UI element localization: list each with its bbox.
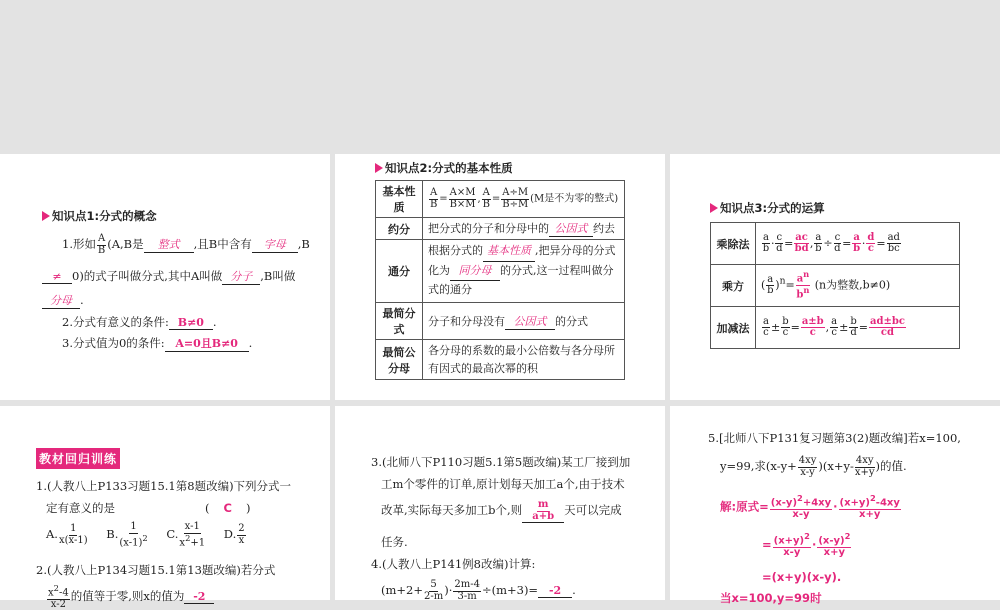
q1-line1: 1.(人教八上P133习题15.1第8题改编)下列分式一 <box>36 479 292 493</box>
q3-line2: 工m个零件的订单,原计划每天加工a个,由于技术 <box>381 477 625 491</box>
q2-line1: 2.(人教八上P134习题15.1第13题改编)若分式 <box>36 563 276 577</box>
kp1-line5: 3.分式值为0的条件: A=0且B≠0 . <box>62 336 253 350</box>
q1-answer: C <box>223 501 232 515</box>
q5-solution-1: 解:原式= $\frac{(x-y)^2+4xy}{x-y}$ · $\frac{(x+y)^2-4xy}{x+y}$ <box>720 493 900 520</box>
q1-line2: 定有意义的是 ( C ) <box>46 501 251 515</box>
kp1-heading: 知识点1:分式的概念 <box>42 208 157 224</box>
panel-ex-middle <box>335 406 665 600</box>
panel-kp3 <box>670 154 1000 400</box>
section-badge: 教材回归训练 <box>36 448 120 469</box>
table-row: 最简分式 分子和分母没有 公因式 的分式 <box>376 303 625 340</box>
answer-blank: 分母 <box>42 292 80 309</box>
panel-kp1 <box>0 154 330 400</box>
q5-line2: y=99,求(x-y+ $\frac{4xy}{x-y}$ )(x+y- $\frac{4xy}{x+y}$ )的值. <box>720 455 907 478</box>
q2-line2: $\frac{x^2-4}{x-2}$ 的值等于零,则x的值为 -2 <box>46 584 214 610</box>
kp1-line2: ≠ 0)的式子叫做分式,其中A叫做 分子 ,B叫做 <box>42 268 295 285</box>
panel-ex-left <box>0 406 330 610</box>
q5-solution-4: 当x=100,y=99时 <box>720 591 822 605</box>
table-row: 通分 根据分式的 基本性质 ,把异分母的分式化为 同分母 的分式,这一过程叫做分式的通分 <box>376 240 625 303</box>
q3-line1: 3.(北师八下P110习题5.1第5题改编)某工厂接到加 <box>371 455 631 469</box>
answer-blank: ≠ <box>42 270 72 284</box>
q5-solution-3: =(x+y)(x-y). <box>762 570 842 584</box>
kp2-heading: 知识点2:分式的基本性质 <box>375 160 513 176</box>
triangle-icon <box>42 211 50 221</box>
kp3-table <box>710 222 960 349</box>
answer-blank: 公因式 <box>505 313 555 330</box>
triangle-icon <box>710 203 718 213</box>
kp2-table <box>375 180 625 380</box>
table-row: 乘方 ( $\frac{a}{b}$ )$^n$= $\frac{a^n}{b^n}$ (n为整数,b≠0) <box>711 265 960 307</box>
panel-ex-right <box>670 406 1000 605</box>
q4-line2: (m+2+ $\frac{5}{2-m}$ )· $\frac{2m-4}{3-m}$ ÷(m+3)= -2 . <box>381 579 576 602</box>
kp1-line4: 2.分式有意义的条件: B≠0 . <box>62 315 217 329</box>
q1-options: A. $\frac{1}{x(x-1)}$ B. $\frac{1}{(x-1)^2}$ C. $\frac{x-1}{x^2+1}$ D. $\frac{2}{x}$ <box>46 521 245 548</box>
answer-blank: 基本性质 <box>483 242 535 262</box>
table-row: 约分 把分式的分子和分母中的 公因式 约去 <box>376 218 625 240</box>
answer-blank: 同分母 <box>450 262 500 282</box>
kp3-heading: 知识点3:分式的运算 <box>710 200 825 216</box>
answer-blank: 整式 <box>144 236 194 253</box>
table-row: 乘除法 $\frac{a}{b}$ · $\frac{c}{d}$ = $\frac{ac}{bd}$ , $\frac{a}{b}$ ÷ $\frac{c}{d}$ = $\frac{a}{b}$ · $\frac{d}{c}$ = $\frac{ad}{bc}$ <box>711 223 960 265</box>
kp1-line3: 分母 . <box>42 292 84 309</box>
q4-line1: 4.(人教八上P141例8改编)计算: <box>371 557 536 571</box>
kp1-line1: 1.形如 $\frac{A}{B}$ (A,B是 整式 ,且B中含有 字母 ,B <box>62 233 310 256</box>
q5-solution-2: = $\frac{(x+y)^2}{x-y}$ · $\frac{(x-y)^2}{x+y}$ <box>762 531 851 558</box>
answer-blank: 字母 <box>252 236 298 253</box>
table-row: 基本性质 $\frac{A}{B}$ = $\frac{A\times M}{B\times M}$ , $\frac{A}{B}$ = $\frac{A\div M}{B\div M}$ (M是不为零的整式) <box>376 181 625 218</box>
q5-line1: 5.[北师八下P131复习题第3(2)题改编]若x=100, <box>708 431 961 445</box>
answer-blank: 公因式 <box>549 220 593 237</box>
table-row: 加减法 $\frac{a}{c}$ ± $\frac{b}{c}$ = $\frac{a\pm b}{c}$ , $\frac{a}{c}$ ± $\frac{b}{d}$ = $\frac{ad\pm bc}{cd}$ <box>711 307 960 349</box>
table-row: 最简公分母 各分母的系数的最小公倍数与各分母所有因式的最高次幂的积 <box>376 340 625 380</box>
panel-kp2 <box>335 154 665 400</box>
answer-blank: B≠0 <box>169 316 213 330</box>
q3-line3: 改革,实际每天多加工b个,则 $\frac{m}{a+b}$ 天可以完成 <box>381 499 622 522</box>
answer-blank: 分子 <box>222 268 260 285</box>
triangle-icon <box>375 163 383 173</box>
q3-line4: 任务. <box>381 535 408 549</box>
answer-blank: A=0且B≠0 <box>165 335 249 352</box>
